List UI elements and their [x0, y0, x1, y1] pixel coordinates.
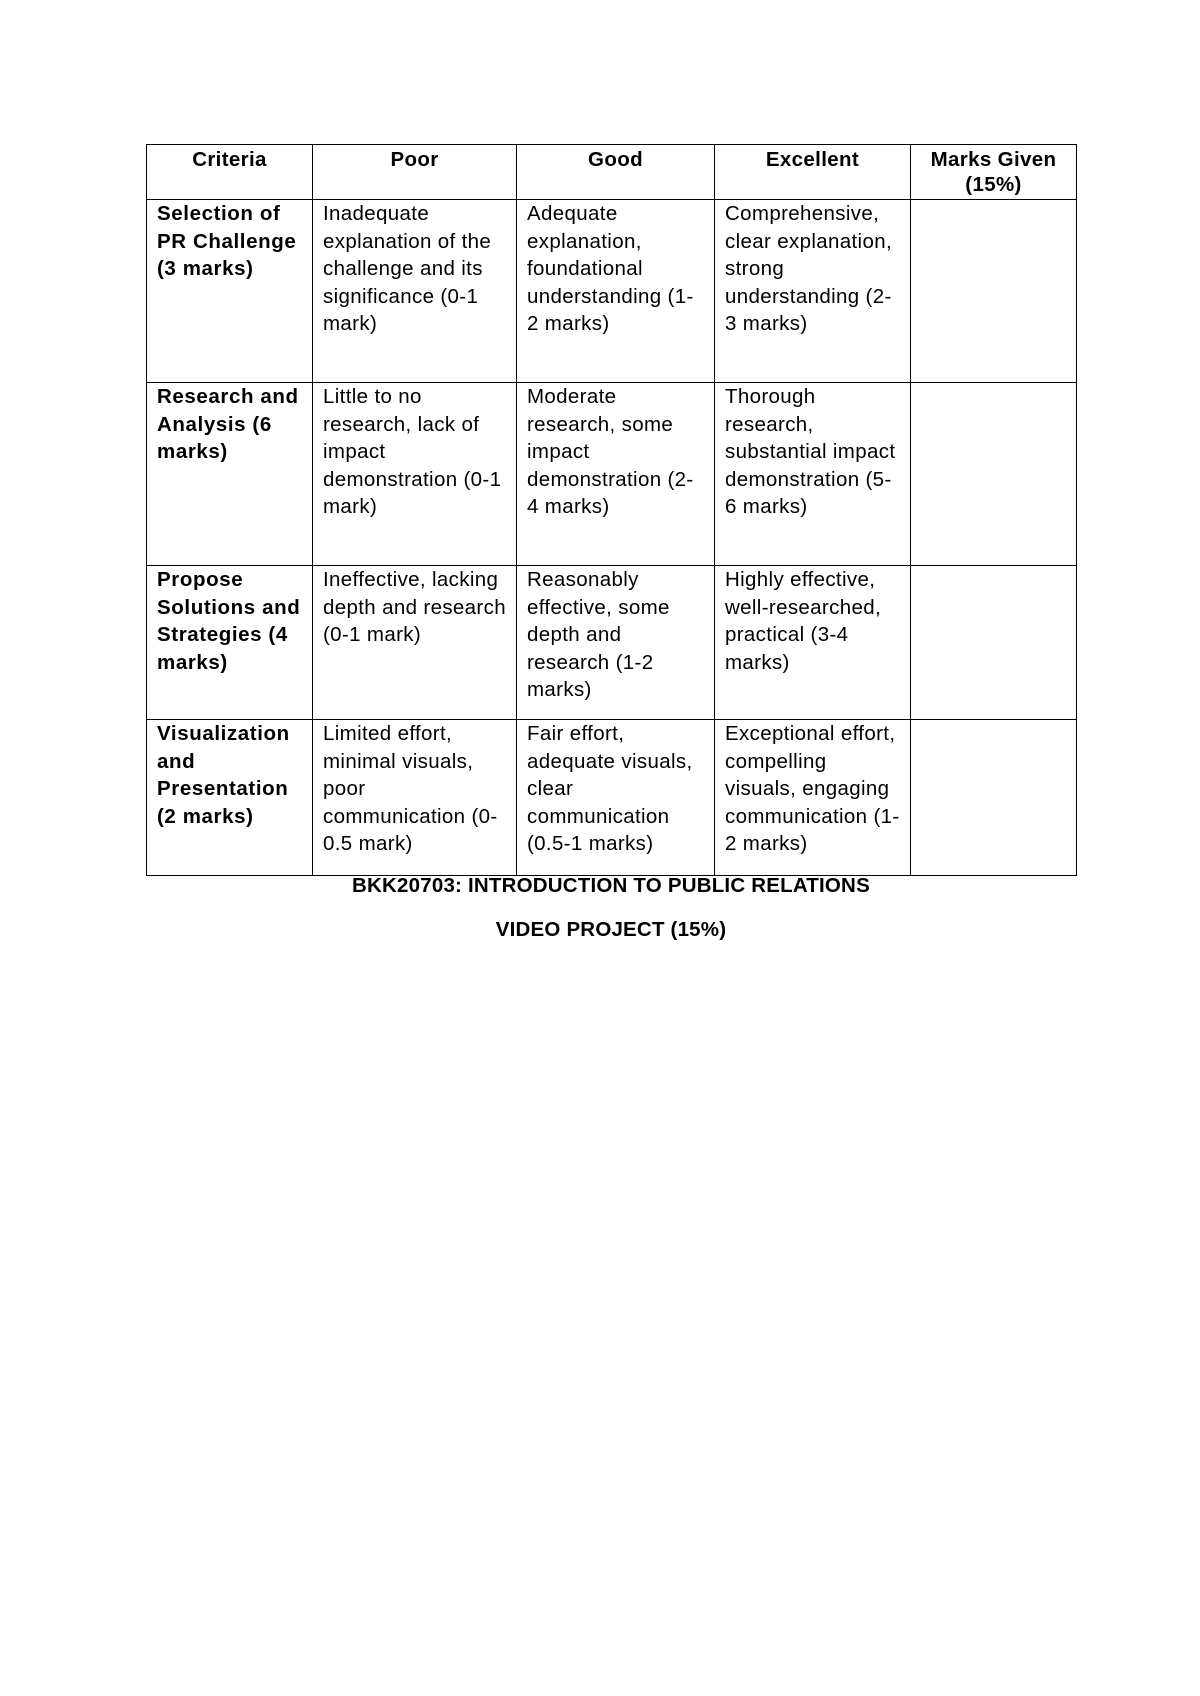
criteria-cell: Visualization and Presentation (2 marks) [147, 720, 313, 876]
table-row [147, 566, 1077, 720]
excellent-cell: Highly effective, well-researched, practical (3-4 marks) [715, 566, 911, 720]
poor-cell: Inadequate explanation of the challenge and its significance (0-1 mark) [313, 200, 517, 383]
marks-given-cell [911, 200, 1077, 383]
header-poor: Poor [313, 145, 517, 200]
excellent-cell: Exceptional effort, compelling visuals, engaging communication (1-2 marks) [715, 720, 911, 876]
good-cell: Fair effort, adequate visuals, clear communication (0.5-1 marks) [517, 720, 715, 876]
marks-given-cell [911, 566, 1077, 720]
table-row [147, 200, 1077, 383]
table-row [147, 720, 1077, 876]
header-row [147, 145, 1077, 200]
criteria-cell: Research and Analysis (6 marks) [147, 383, 313, 566]
excellent-cell: Comprehensive, clear explanation, strong understanding (2-3 marks) [715, 200, 911, 383]
header-good: Good [517, 145, 715, 200]
table-row [147, 383, 1077, 566]
good-cell: Reasonably effective, some depth and research (1-2 marks) [517, 566, 715, 720]
header-criteria: Criteria [147, 145, 313, 200]
good-cell: Moderate research, some impact demonstration (2-4 marks) [517, 383, 715, 566]
poor-cell: Ineffective, lacking depth and research (0-1 mark) [313, 566, 517, 720]
header-marks-given: Marks Given (15%) [911, 145, 1077, 200]
criteria-cell: Propose Solutions and Strategies (4 marks) [147, 566, 313, 720]
marks-given-cell [911, 720, 1077, 876]
header-excellent: Excellent [715, 145, 911, 200]
poor-cell: Little to no research, lack of impact demonstration (0-1 mark) [313, 383, 517, 566]
good-cell: Adequate explanation, foundational understanding (1-2 marks) [517, 200, 715, 383]
poor-cell: Limited effort, minimal visuals, poor communication (0-0.5 mark) [313, 720, 517, 876]
excellent-cell: Thorough research, substantial impact demonstration (5-6 marks) [715, 383, 911, 566]
rubric-table [146, 144, 1077, 876]
course-title: BKK20703: INTRODUCTION TO PUBLIC RELATIONS [352, 874, 870, 897]
project-title: VIDEO PROJECT (15%) [495, 918, 727, 941]
marks-given-cell [911, 383, 1077, 566]
criteria-cell: Selection of PR Challenge (3 marks) [147, 200, 313, 383]
